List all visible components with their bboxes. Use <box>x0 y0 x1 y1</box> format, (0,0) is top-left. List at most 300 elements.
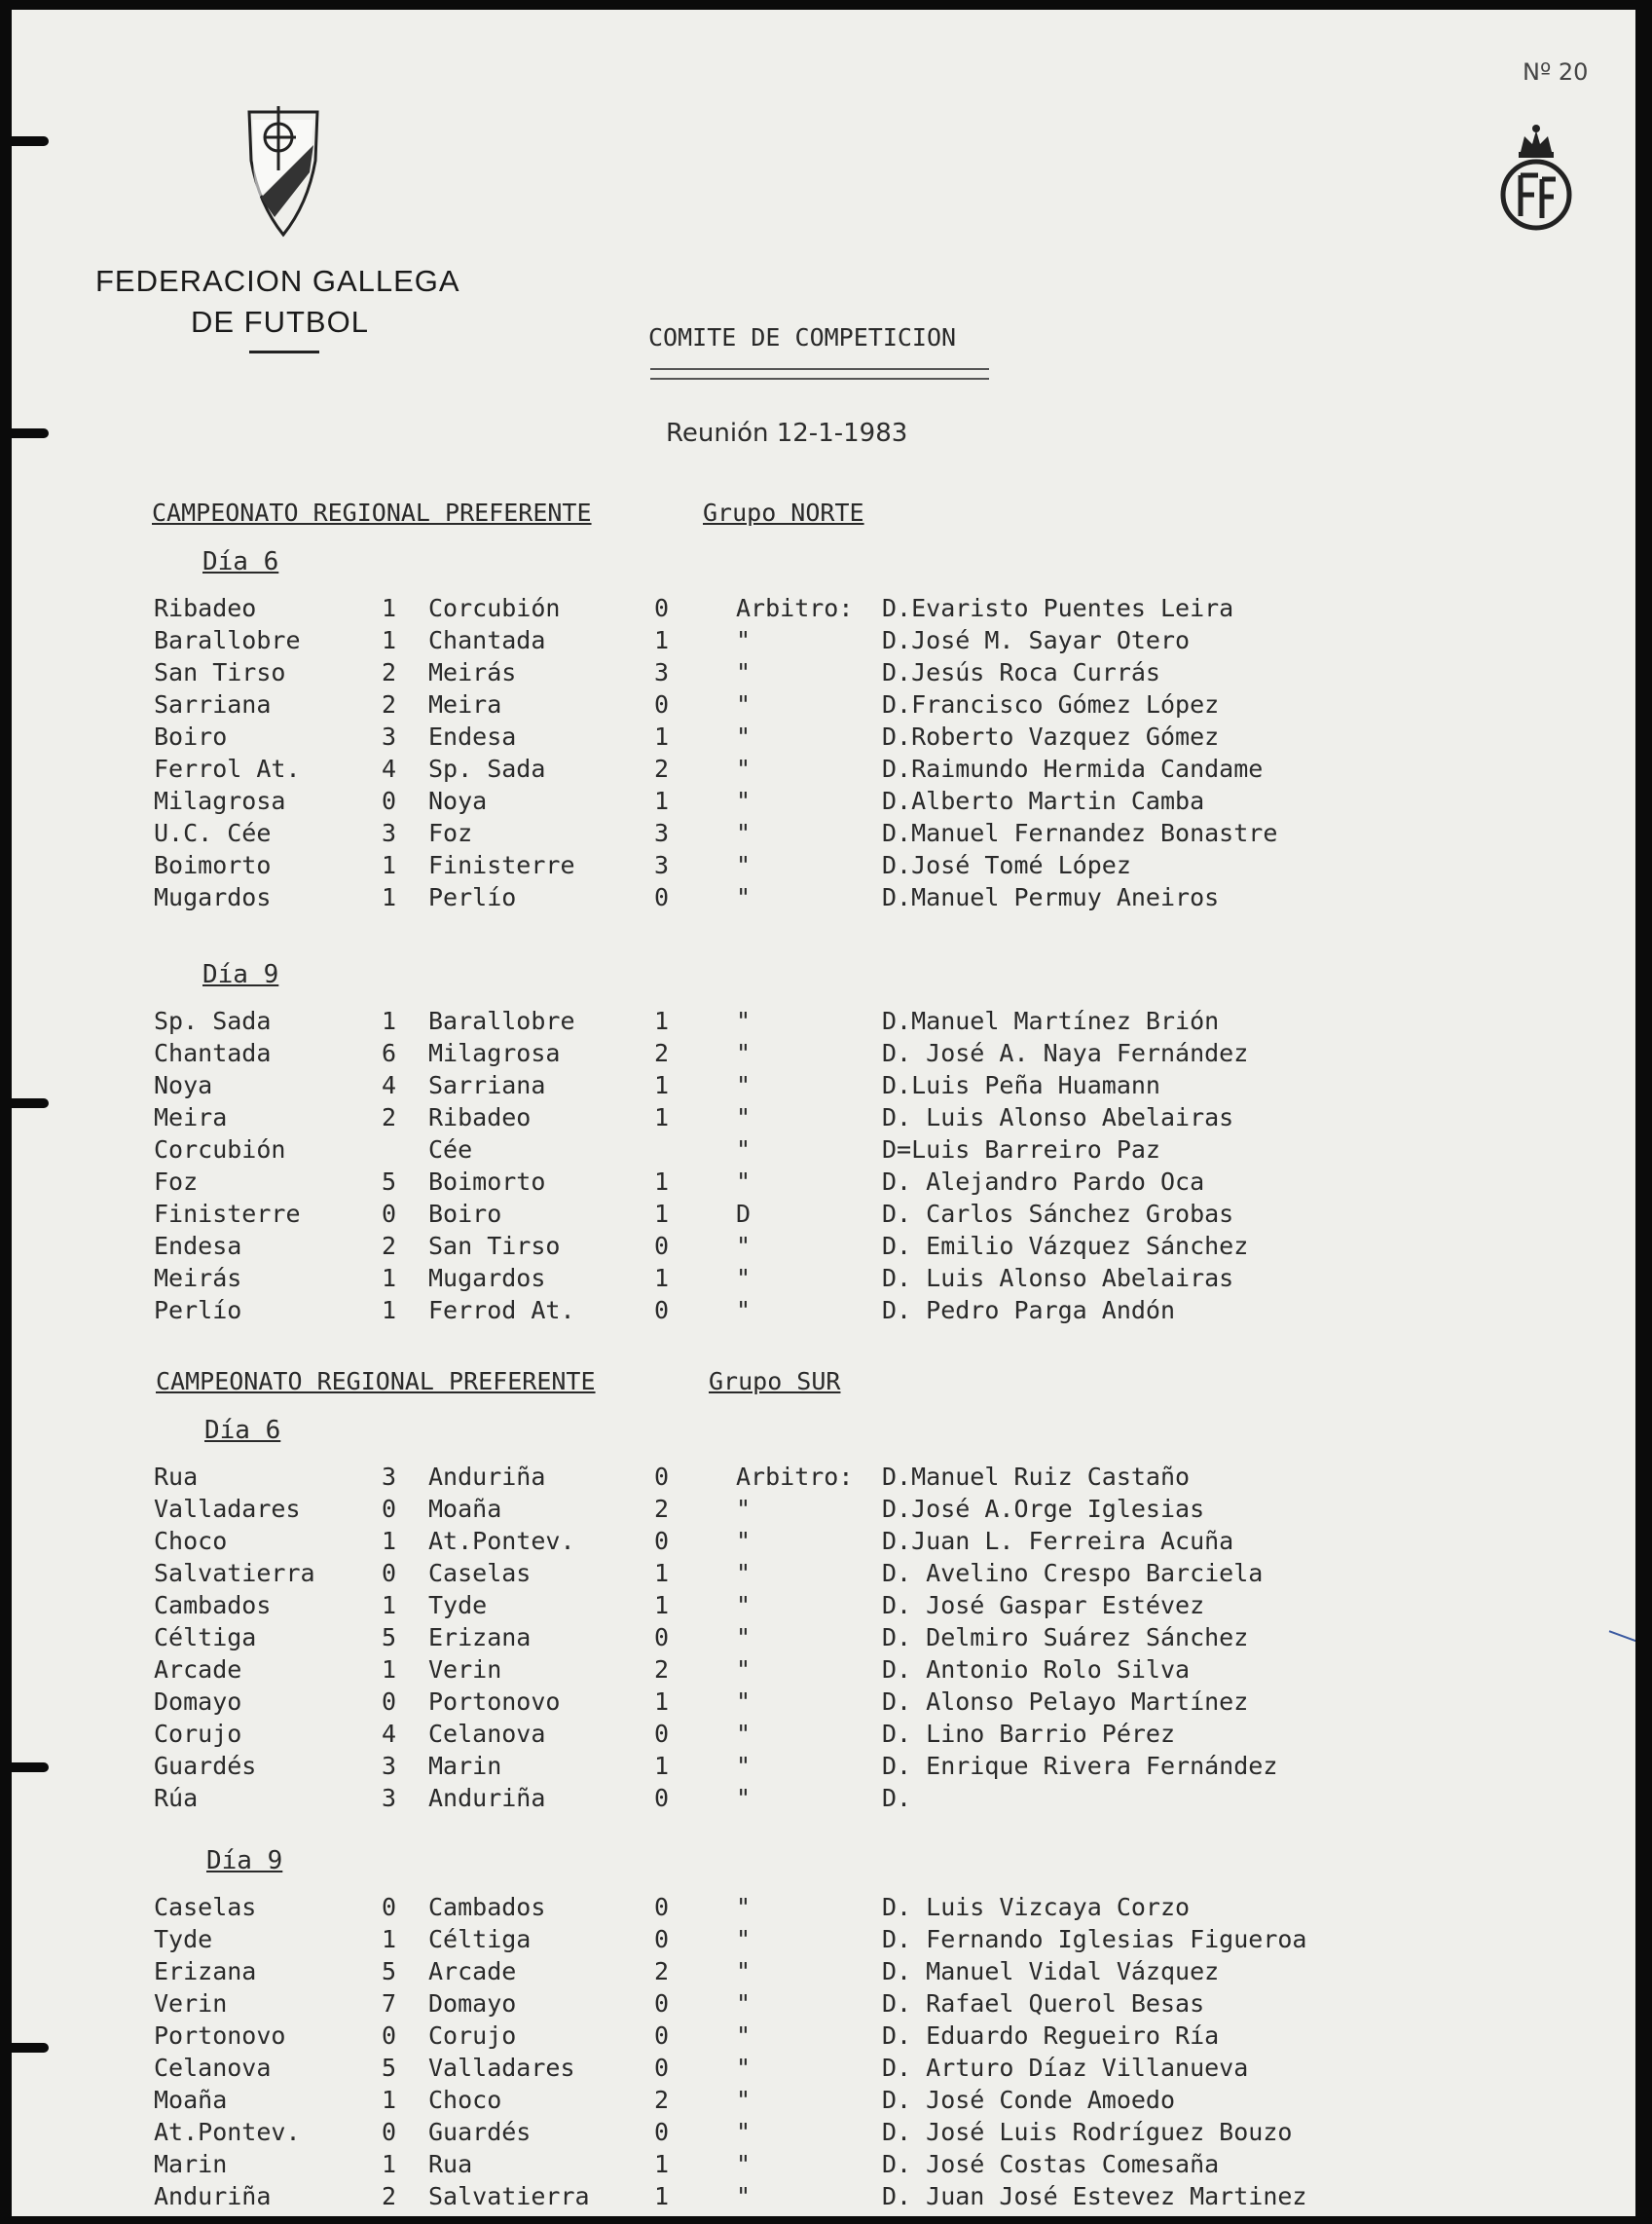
home-score: 1 <box>382 1296 397 1324</box>
referee-label: " <box>736 2150 752 2178</box>
away-team: Corujo <box>428 2021 517 2050</box>
match-row <box>12 1495 1569 1528</box>
home-team: Rua <box>154 1463 199 1491</box>
home-score: 1 <box>382 1655 397 1684</box>
home-team: Corcubión <box>154 1135 286 1164</box>
day-title: Día 6 <box>202 547 279 576</box>
home-score: 5 <box>382 1168 397 1196</box>
referee-name: D.Juan L. Ferreira Acuña <box>882 1527 1234 1555</box>
match-row <box>12 1103 1569 1136</box>
referee-name: D.Manuel Fernandez Bonastre <box>882 819 1278 847</box>
referee-label: " <box>736 1687 752 1716</box>
home-team: Erizana <box>154 1957 257 1985</box>
home-team: Perlío <box>154 1296 242 1324</box>
away-team: Caselas <box>428 1559 532 1587</box>
home-score: 7 <box>382 1989 397 2018</box>
home-score: 2 <box>382 690 397 719</box>
away-score: 1 <box>654 1168 670 1196</box>
home-score: 0 <box>382 1893 397 1921</box>
referee-name: D. José Costas Comesaña <box>882 2150 1220 2178</box>
away-score: 0 <box>654 1925 670 1953</box>
away-score: 1 <box>654 1264 670 1292</box>
home-team: Anduriña <box>154 2182 272 2210</box>
match-row <box>12 594 1569 627</box>
away-score: 0 <box>654 2118 670 2146</box>
home-team: Ferrol At. <box>154 755 301 783</box>
away-score: 2 <box>654 755 670 783</box>
home-score: 2 <box>382 1232 397 1260</box>
home-team: Ribadeo <box>154 594 257 622</box>
match-row <box>12 1655 1569 1688</box>
home-score: 3 <box>382 1463 397 1491</box>
home-team: Boimorto <box>154 851 272 879</box>
home-score: 2 <box>382 1103 397 1131</box>
referee-name: D. Lino Barrio Pérez <box>882 1720 1176 1748</box>
home-team: Foz <box>154 1168 199 1196</box>
referee-name: D. Luis Alonso Abelairas <box>882 1103 1234 1131</box>
away-score: 1 <box>654 626 670 654</box>
referee-label: " <box>736 723 752 751</box>
home-score: 0 <box>382 787 397 815</box>
away-team: Mugardos <box>428 1264 546 1292</box>
referee-label: " <box>736 1296 752 1324</box>
referee-label: " <box>736 1720 752 1748</box>
away-score: 1 <box>654 2182 670 2210</box>
match-row <box>12 2182 1569 2215</box>
away-team: Boimorto <box>428 1168 546 1196</box>
referee-label: " <box>736 658 752 686</box>
home-score: 4 <box>382 755 397 783</box>
away-team: Domayo <box>428 1989 517 2018</box>
match-row <box>12 1687 1569 1721</box>
away-score: 0 <box>654 1232 670 1260</box>
referee-name: D. Eduardo Regueiro Ría <box>882 2021 1220 2050</box>
match-row <box>12 2021 1569 2055</box>
referee-name: D.José A.Orge Iglesias <box>882 1495 1205 1523</box>
referee-name: D. <box>882 1784 912 1812</box>
margin-pen-mark <box>1609 1630 1635 1644</box>
referee-label: " <box>736 1264 752 1292</box>
match-row <box>12 1071 1569 1104</box>
away-score: 0 <box>654 1720 670 1748</box>
away-score: 0 <box>654 1623 670 1651</box>
home-score: 0 <box>382 2021 397 2050</box>
home-score: 3 <box>382 819 397 847</box>
referee-name: D. José Gaspar Estévez <box>882 1591 1205 1619</box>
match-row <box>12 658 1569 691</box>
away-score: 1 <box>654 1752 670 1780</box>
referee-name: D. José Luis Rodríguez Bouzo <box>882 2118 1293 2146</box>
spanish-federation-crown-logo <box>1495 119 1577 234</box>
federation-name-line1: FEDERACION GALLEGA <box>95 264 460 298</box>
away-score: 0 <box>654 1989 670 2018</box>
referee-label: " <box>736 1071 752 1099</box>
match-row <box>12 1752 1569 1785</box>
home-team: Guardés <box>154 1752 257 1780</box>
referee-label: " <box>736 819 752 847</box>
referee-name: D. Pedro Parga Andón <box>882 1296 1176 1324</box>
away-team: Verin <box>428 1655 502 1684</box>
home-score: 0 <box>382 1495 397 1523</box>
away-score: 3 <box>654 658 670 686</box>
away-score: 1 <box>654 1007 670 1035</box>
home-score: 5 <box>382 1623 397 1651</box>
away-score: 0 <box>654 1784 670 1812</box>
referee-name: D. Antonio Rolo Silva <box>882 1655 1191 1684</box>
referee-name: D. Alejandro Pardo Oca <box>882 1168 1205 1196</box>
match-row <box>12 2086 1569 2119</box>
referee-name: D.José Tomé López <box>882 851 1131 879</box>
away-score: 1 <box>654 1071 670 1099</box>
group-title: Grupo NORTE <box>703 499 864 527</box>
home-team: Meirás <box>154 1264 242 1292</box>
away-score: 0 <box>654 1893 670 1921</box>
away-score: 0 <box>654 1463 670 1491</box>
home-team: Mugardos <box>154 883 272 911</box>
day-title: Día 6 <box>204 1416 281 1445</box>
match-row <box>12 1296 1569 1329</box>
home-score: 3 <box>382 1784 397 1812</box>
match-row <box>12 2150 1569 2183</box>
away-team: Corcubión <box>428 594 561 622</box>
match-row <box>12 1527 1569 1560</box>
away-team: Ferrod At. <box>428 1296 575 1324</box>
referee-label: " <box>736 2182 752 2210</box>
away-score: 1 <box>654 1103 670 1131</box>
away-team: Salvatierra <box>428 2182 590 2210</box>
federation-name-line2: DE FUTBOL <box>191 305 369 339</box>
match-row <box>12 1784 1569 1817</box>
referee-name: D. Emilio Vázquez Sánchez <box>882 1232 1249 1260</box>
referee-label: " <box>736 1559 752 1587</box>
match-row <box>12 1623 1569 1656</box>
away-team: Boiro <box>428 1200 502 1228</box>
match-row <box>12 1463 1569 1496</box>
referee-name: D.Manuel Permuy Aneiros <box>882 883 1220 911</box>
referee-label: " <box>736 851 752 879</box>
away-team: Meirás <box>428 658 517 686</box>
home-team: At.Pontev. <box>154 2118 301 2146</box>
match-row <box>12 819 1569 852</box>
away-team: Perlío <box>428 883 517 911</box>
federation-underline <box>249 351 319 353</box>
away-score: 0 <box>654 2021 670 2050</box>
away-team: Milagrosa <box>428 1039 561 1067</box>
match-row <box>12 1200 1569 1233</box>
home-team: Finisterre <box>154 1200 301 1228</box>
home-score: 1 <box>382 1007 397 1035</box>
away-score: 0 <box>654 2054 670 2082</box>
away-score: 1 <box>654 1200 670 1228</box>
referee-name: D. Carlos Sánchez Grobas <box>882 1200 1234 1228</box>
referee-label: " <box>736 2086 752 2114</box>
day-title: Día 9 <box>202 960 279 989</box>
away-team: Foz <box>428 819 473 847</box>
home-team: Moaña <box>154 2086 228 2114</box>
referee-label: " <box>736 2118 752 2146</box>
page-number: Nº 20 <box>1523 58 1589 86</box>
away-team: Endesa <box>428 723 517 751</box>
referee-name: D. Enrique Rivera Fernández <box>882 1752 1278 1780</box>
committee-title: COMITE DE COMPETICION <box>648 323 957 352</box>
home-team: San Tirso <box>154 658 286 686</box>
match-row <box>12 787 1569 820</box>
home-team: Valladares <box>154 1495 301 1523</box>
home-score: 1 <box>382 1527 397 1555</box>
away-team: At.Pontev. <box>428 1527 575 1555</box>
away-team: Barallobre <box>428 1007 575 1035</box>
match-row <box>12 2054 1569 2087</box>
home-score: 3 <box>382 1752 397 1780</box>
referee-label: " <box>736 2021 752 2050</box>
referee-label: " <box>736 1989 752 2018</box>
referee-label: " <box>736 1893 752 1921</box>
away-score: 0 <box>654 883 670 911</box>
punch-hole <box>12 428 49 438</box>
referee-name: D. Alonso Pelayo Martínez <box>882 1687 1249 1716</box>
referee-name: D. Fernando Iglesias Figueroa <box>882 1925 1307 1953</box>
day-title: Día 9 <box>206 1846 283 1875</box>
away-score: 2 <box>654 2086 670 2114</box>
referee-label: " <box>736 1527 752 1555</box>
match-row <box>12 1264 1569 1297</box>
home-team: Cambados <box>154 1591 272 1619</box>
referee-name: D.Manuel Martínez Brión <box>882 1007 1220 1035</box>
match-row <box>12 1957 1569 1990</box>
away-team: Marin <box>428 1752 502 1780</box>
home-team: Arcade <box>154 1655 242 1684</box>
referee-name: D=Luis Barreiro Paz <box>882 1135 1160 1164</box>
group-title: Grupo SUR <box>709 1367 841 1395</box>
away-score: 2 <box>654 1039 670 1067</box>
home-team: Meira <box>154 1103 228 1131</box>
referee-label: " <box>736 755 752 783</box>
home-team: Marin <box>154 2150 228 2178</box>
match-row <box>12 690 1569 723</box>
referee-name: D. Rafael Querol Besas <box>882 1989 1205 2018</box>
away-team: Portonovo <box>428 1687 561 1716</box>
referee-label: " <box>736 1168 752 1196</box>
away-score: 1 <box>654 1687 670 1716</box>
referee-name: D. Avelino Crespo Barciela <box>882 1559 1264 1587</box>
home-score: 0 <box>382 1687 397 1716</box>
referee-name: D.Raimundo Hermida Candame <box>882 755 1264 783</box>
meeting-date: Reunión 12-1-1983 <box>666 419 908 448</box>
referee-label: " <box>736 626 752 654</box>
away-team: Moaña <box>428 1495 502 1523</box>
away-team: Choco <box>428 2086 502 2114</box>
match-row <box>12 1007 1569 1040</box>
referee-label: " <box>736 883 752 911</box>
match-row <box>12 1720 1569 1753</box>
referee-name: D.Manuel Ruiz Castaño <box>882 1463 1191 1491</box>
away-score: 3 <box>654 851 670 879</box>
home-score: 1 <box>382 2086 397 2114</box>
home-score: 0 <box>382 1200 397 1228</box>
home-team: Corujo <box>154 1720 242 1748</box>
referee-label: " <box>736 1925 752 1953</box>
away-score: 3 <box>654 819 670 847</box>
home-score: 2 <box>382 2182 397 2210</box>
referee-name: D.Jesús Roca Currás <box>882 658 1160 686</box>
home-team: Chantada <box>154 1039 272 1067</box>
punch-hole <box>12 136 49 146</box>
away-team: Rua <box>428 2150 473 2178</box>
home-score: 3 <box>382 723 397 751</box>
away-score: 2 <box>654 1495 670 1523</box>
away-score: 0 <box>654 690 670 719</box>
away-team: Finisterre <box>428 851 575 879</box>
referee-name: D. Delmiro Suárez Sánchez <box>882 1623 1249 1651</box>
referee-name: D. José Conde Amoedo <box>882 2086 1176 2114</box>
home-team: Boiro <box>154 723 228 751</box>
away-score: 0 <box>654 594 670 622</box>
section-title: CAMPEONATO REGIONAL PREFERENTE <box>152 499 592 527</box>
referee-label: " <box>736 1752 752 1780</box>
match-row <box>12 1893 1569 1926</box>
referee-name: D. José A. Naya Fernández <box>882 1039 1249 1067</box>
home-team: Salvatierra <box>154 1559 315 1587</box>
referee-label: Arbitro: <box>736 594 854 622</box>
referee-label: " <box>736 690 752 719</box>
referee-label: " <box>736 1135 752 1164</box>
referee-label: " <box>736 1591 752 1619</box>
match-row <box>12 1232 1569 1265</box>
home-score: 1 <box>382 1264 397 1292</box>
match-row <box>12 883 1569 916</box>
referee-name: D.Luis Peña Huamann <box>882 1071 1160 1099</box>
home-score: 1 <box>382 594 397 622</box>
home-team: Barallobre <box>154 626 301 654</box>
referee-label: " <box>736 1039 752 1067</box>
away-team: Sarriana <box>428 1071 546 1099</box>
away-team: Valladares <box>428 2054 575 2082</box>
federation-name <box>95 261 485 343</box>
match-row <box>12 1989 1569 2022</box>
away-team: Anduriña <box>428 1784 546 1812</box>
away-team: Ribadeo <box>428 1103 532 1131</box>
away-team: Sp. Sada <box>428 755 546 783</box>
match-row <box>12 1135 1569 1168</box>
home-team: Rúa <box>154 1784 199 1812</box>
away-score: 2 <box>654 1957 670 1985</box>
match-row <box>12 1591 1569 1624</box>
referee-name: D.Francisco Gómez López <box>882 690 1220 719</box>
away-team: Meira <box>428 690 502 719</box>
away-score: 1 <box>654 723 670 751</box>
away-score: 0 <box>654 1527 670 1555</box>
match-row <box>12 1559 1569 1592</box>
home-score: 1 <box>382 2150 397 2178</box>
referee-label: " <box>736 1495 752 1523</box>
away-team: Noya <box>428 787 488 815</box>
home-team: Endesa <box>154 1232 242 1260</box>
match-row <box>12 851 1569 884</box>
home-team: Tyde <box>154 1925 213 1953</box>
referee-label: " <box>736 1007 752 1035</box>
referee-label: " <box>736 1957 752 1985</box>
home-score: 5 <box>382 1957 397 1985</box>
home-team: U.C. Cée <box>154 819 272 847</box>
home-score: 1 <box>382 1591 397 1619</box>
document-page <box>12 10 1635 2216</box>
referee-label: Arbitro: <box>736 1463 854 1491</box>
federation-shield-logo <box>239 102 327 239</box>
home-team: Milagrosa <box>154 787 286 815</box>
away-team: Anduriña <box>428 1463 546 1491</box>
home-team: Céltiga <box>154 1623 257 1651</box>
home-score: 1 <box>382 883 397 911</box>
away-team: Cambados <box>428 1893 546 1921</box>
home-score: 1 <box>382 1925 397 1953</box>
home-score: 5 <box>382 2054 397 2082</box>
away-score: 1 <box>654 2150 670 2178</box>
away-team: Arcade <box>428 1957 517 1985</box>
referee-name: D. Manuel Vidal Vázquez <box>882 1957 1220 1985</box>
referee-label: " <box>736 1784 752 1812</box>
section-title: CAMPEONATO REGIONAL PREFERENTE <box>156 1367 596 1395</box>
referee-name: D. Arturo Díaz Villanueva <box>882 2054 1249 2082</box>
referee-name: D.Evaristo Puentes Leira <box>882 594 1234 622</box>
home-team: Celanova <box>154 2054 272 2082</box>
home-team: Domayo <box>154 1687 242 1716</box>
away-score: 1 <box>654 787 670 815</box>
home-score: 4 <box>382 1720 397 1748</box>
away-team: Celanova <box>428 1720 546 1748</box>
home-team: Sarriana <box>154 690 272 719</box>
committee-double-rule <box>650 368 989 380</box>
referee-label: D <box>736 1200 752 1228</box>
away-team: San Tirso <box>428 1232 561 1260</box>
away-score: 1 <box>654 1559 670 1587</box>
away-score: 0 <box>654 1296 670 1324</box>
match-row <box>12 626 1569 659</box>
match-row <box>12 1925 1569 1958</box>
referee-name: D.Alberto Martin Camba <box>882 787 1205 815</box>
home-team: Sp. Sada <box>154 1007 272 1035</box>
referee-name: D.José M. Sayar Otero <box>882 626 1191 654</box>
match-row <box>12 723 1569 756</box>
home-team: Choco <box>154 1527 228 1555</box>
away-team: Tyde <box>428 1591 488 1619</box>
home-team: Portonovo <box>154 2021 286 2050</box>
referee-label: " <box>736 1103 752 1131</box>
match-row <box>12 1039 1569 1072</box>
home-score: 1 <box>382 626 397 654</box>
referee-name: D. Luis Vizcaya Corzo <box>882 1893 1191 1921</box>
match-row <box>12 755 1569 788</box>
away-team: Erizana <box>428 1623 532 1651</box>
home-score: 4 <box>382 1071 397 1099</box>
away-score: 2 <box>654 1655 670 1684</box>
home-score: 0 <box>382 1559 397 1587</box>
away-score: 1 <box>654 1591 670 1619</box>
referee-label: " <box>736 1623 752 1651</box>
away-team: Guardés <box>428 2118 532 2146</box>
referee-name: D. Juan José Estevez Martinez <box>882 2182 1307 2210</box>
away-team: Cée <box>428 1135 473 1164</box>
away-team: Chantada <box>428 626 546 654</box>
home-score: 2 <box>382 658 397 686</box>
referee-label: " <box>736 787 752 815</box>
home-score: 6 <box>382 1039 397 1067</box>
match-row <box>12 2118 1569 2151</box>
referee-name: D. Luis Alonso Abelairas <box>882 1264 1234 1292</box>
home-score: 1 <box>382 851 397 879</box>
away-team: Céltiga <box>428 1925 532 1953</box>
referee-label: " <box>736 1232 752 1260</box>
home-team: Verin <box>154 1989 228 2018</box>
